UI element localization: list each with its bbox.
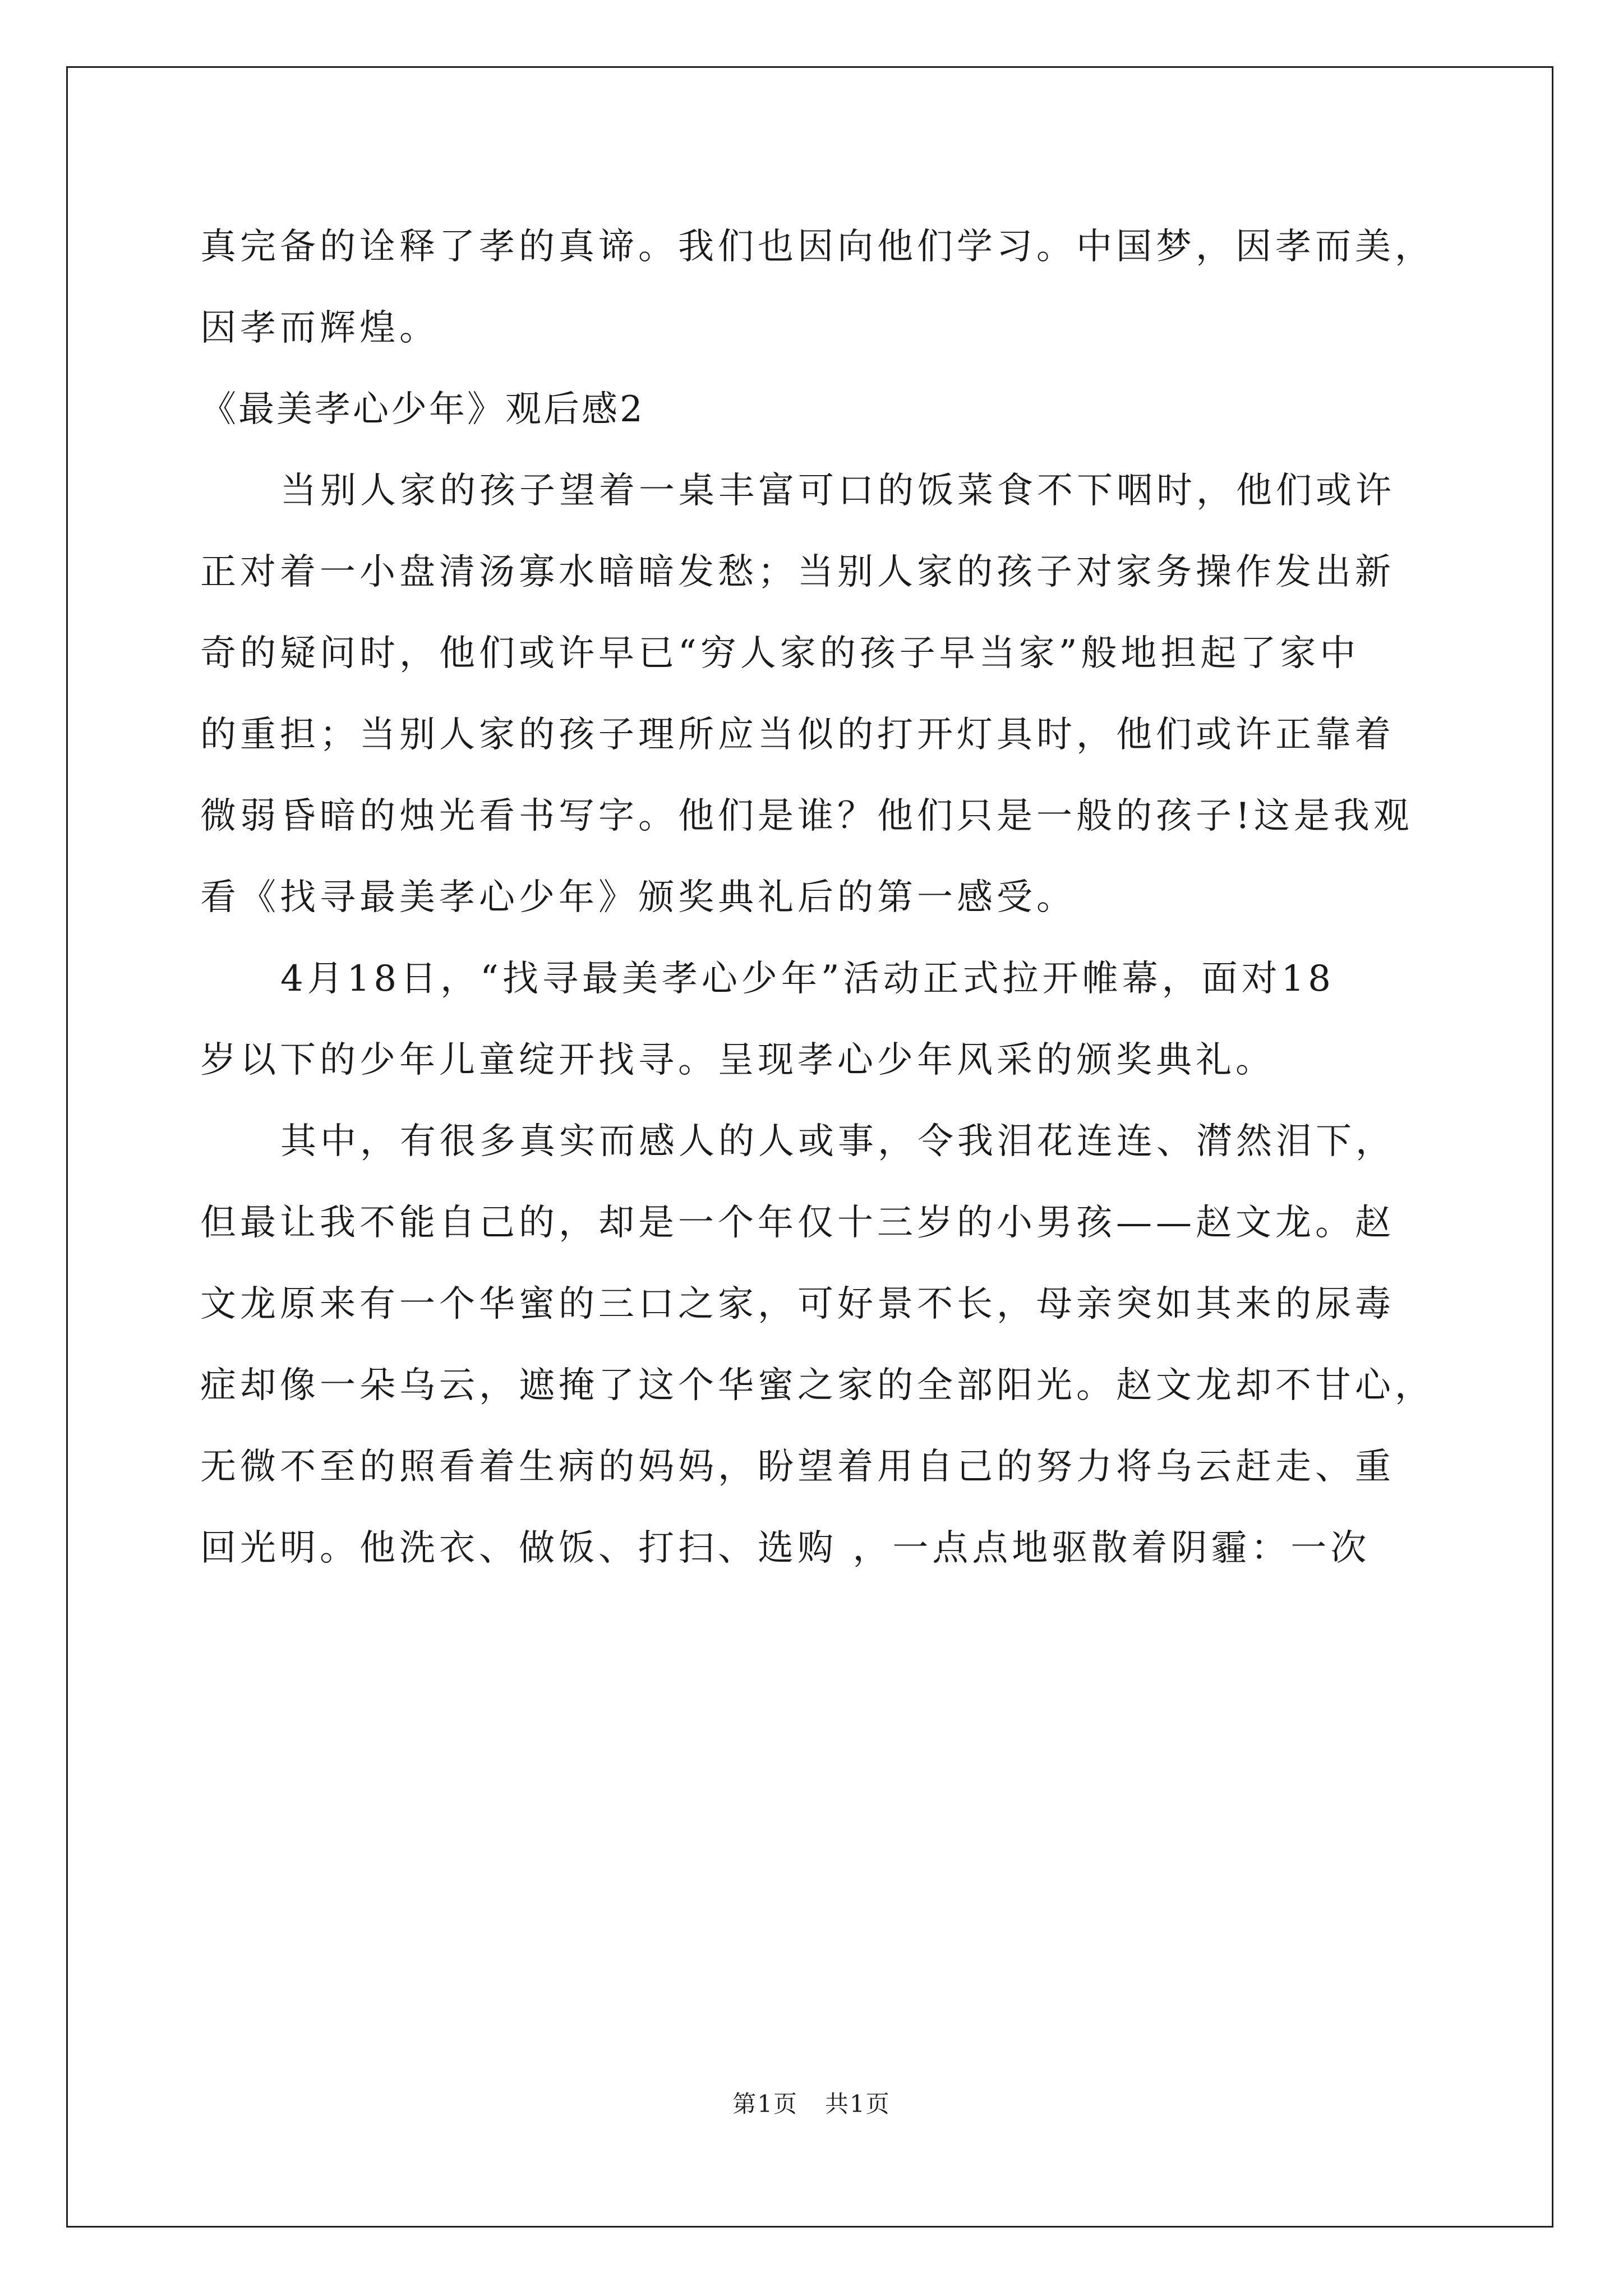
paragraph-start: 其中，有很多真实而感人的人或事，令我泪花连连、潸然泪下， bbox=[280, 1121, 1395, 1162]
text-line: 无微不至的照看着生病的妈妈，盼望着用自己的努力将乌云赶走、重 bbox=[200, 1446, 1395, 1488]
document-body bbox=[200, 206, 1448, 1589]
text-line: 但最让我不能自己的，却是一个年仅十三岁的小男孩——赵文龙。赵 bbox=[200, 1202, 1395, 1244]
text-line: 岁以下的少年儿童绽开找寻。呈现孝心少年风采的颁奖典礼。 bbox=[200, 1039, 1275, 1081]
page-footer bbox=[0, 2086, 1623, 2119]
page-number-current: 第1页 bbox=[732, 2090, 798, 2118]
text-line: 正对着一小盘清汤寡水暗暗发愁；当别人家的孩子对家务操作发出新 bbox=[200, 551, 1395, 593]
text-line: 真完备的诠释了孝的真谛。我们也因向他们学习。中国梦，因孝而美， bbox=[200, 226, 1435, 268]
text-line: 文龙原来有一个华蜜的三口之家，可好景不长，母亲突如其来的尿毒 bbox=[200, 1283, 1395, 1325]
text-line: 回光明。他洗衣、做饭、打扫、选购 ，一点点地驱散着阴霾：一次 bbox=[200, 1527, 1371, 1569]
paragraph-start: 当别人家的孩子望着一桌丰富可口的饭菜食不下咽时，他们或许 bbox=[280, 470, 1395, 512]
text-line: 因孝而辉煌。 bbox=[200, 307, 439, 349]
text-line: 症却像一朵乌云，遮掩了这个华蜜之家的全部阳光。赵文龙却不甘心， bbox=[200, 1365, 1435, 1406]
section-title: 《最美孝心少年》观后感2 bbox=[200, 389, 645, 430]
page-number-total: 共1页 bbox=[825, 2090, 891, 2118]
text-line: 看《找寻最美孝心少年》颁奖典礼后的第一感受。 bbox=[200, 877, 1076, 918]
text-line: 奇的疑问时，他们或许早已“穷人家的孩子早当家”般地担起了家中 bbox=[200, 633, 1360, 674]
text-line: 的重担；当别人家的孩子理所应当似的打开灯具时，他们或许正靠着 bbox=[200, 714, 1395, 756]
text-line: 微弱昏暗的烛光看书写字。他们是谁？他们只是一般的孩子!这是我观 bbox=[200, 795, 1413, 837]
paragraph-start: 4月18日，“找寻最美孝心少年”活动正式拉开帷幕，面对18 bbox=[280, 958, 1335, 1000]
